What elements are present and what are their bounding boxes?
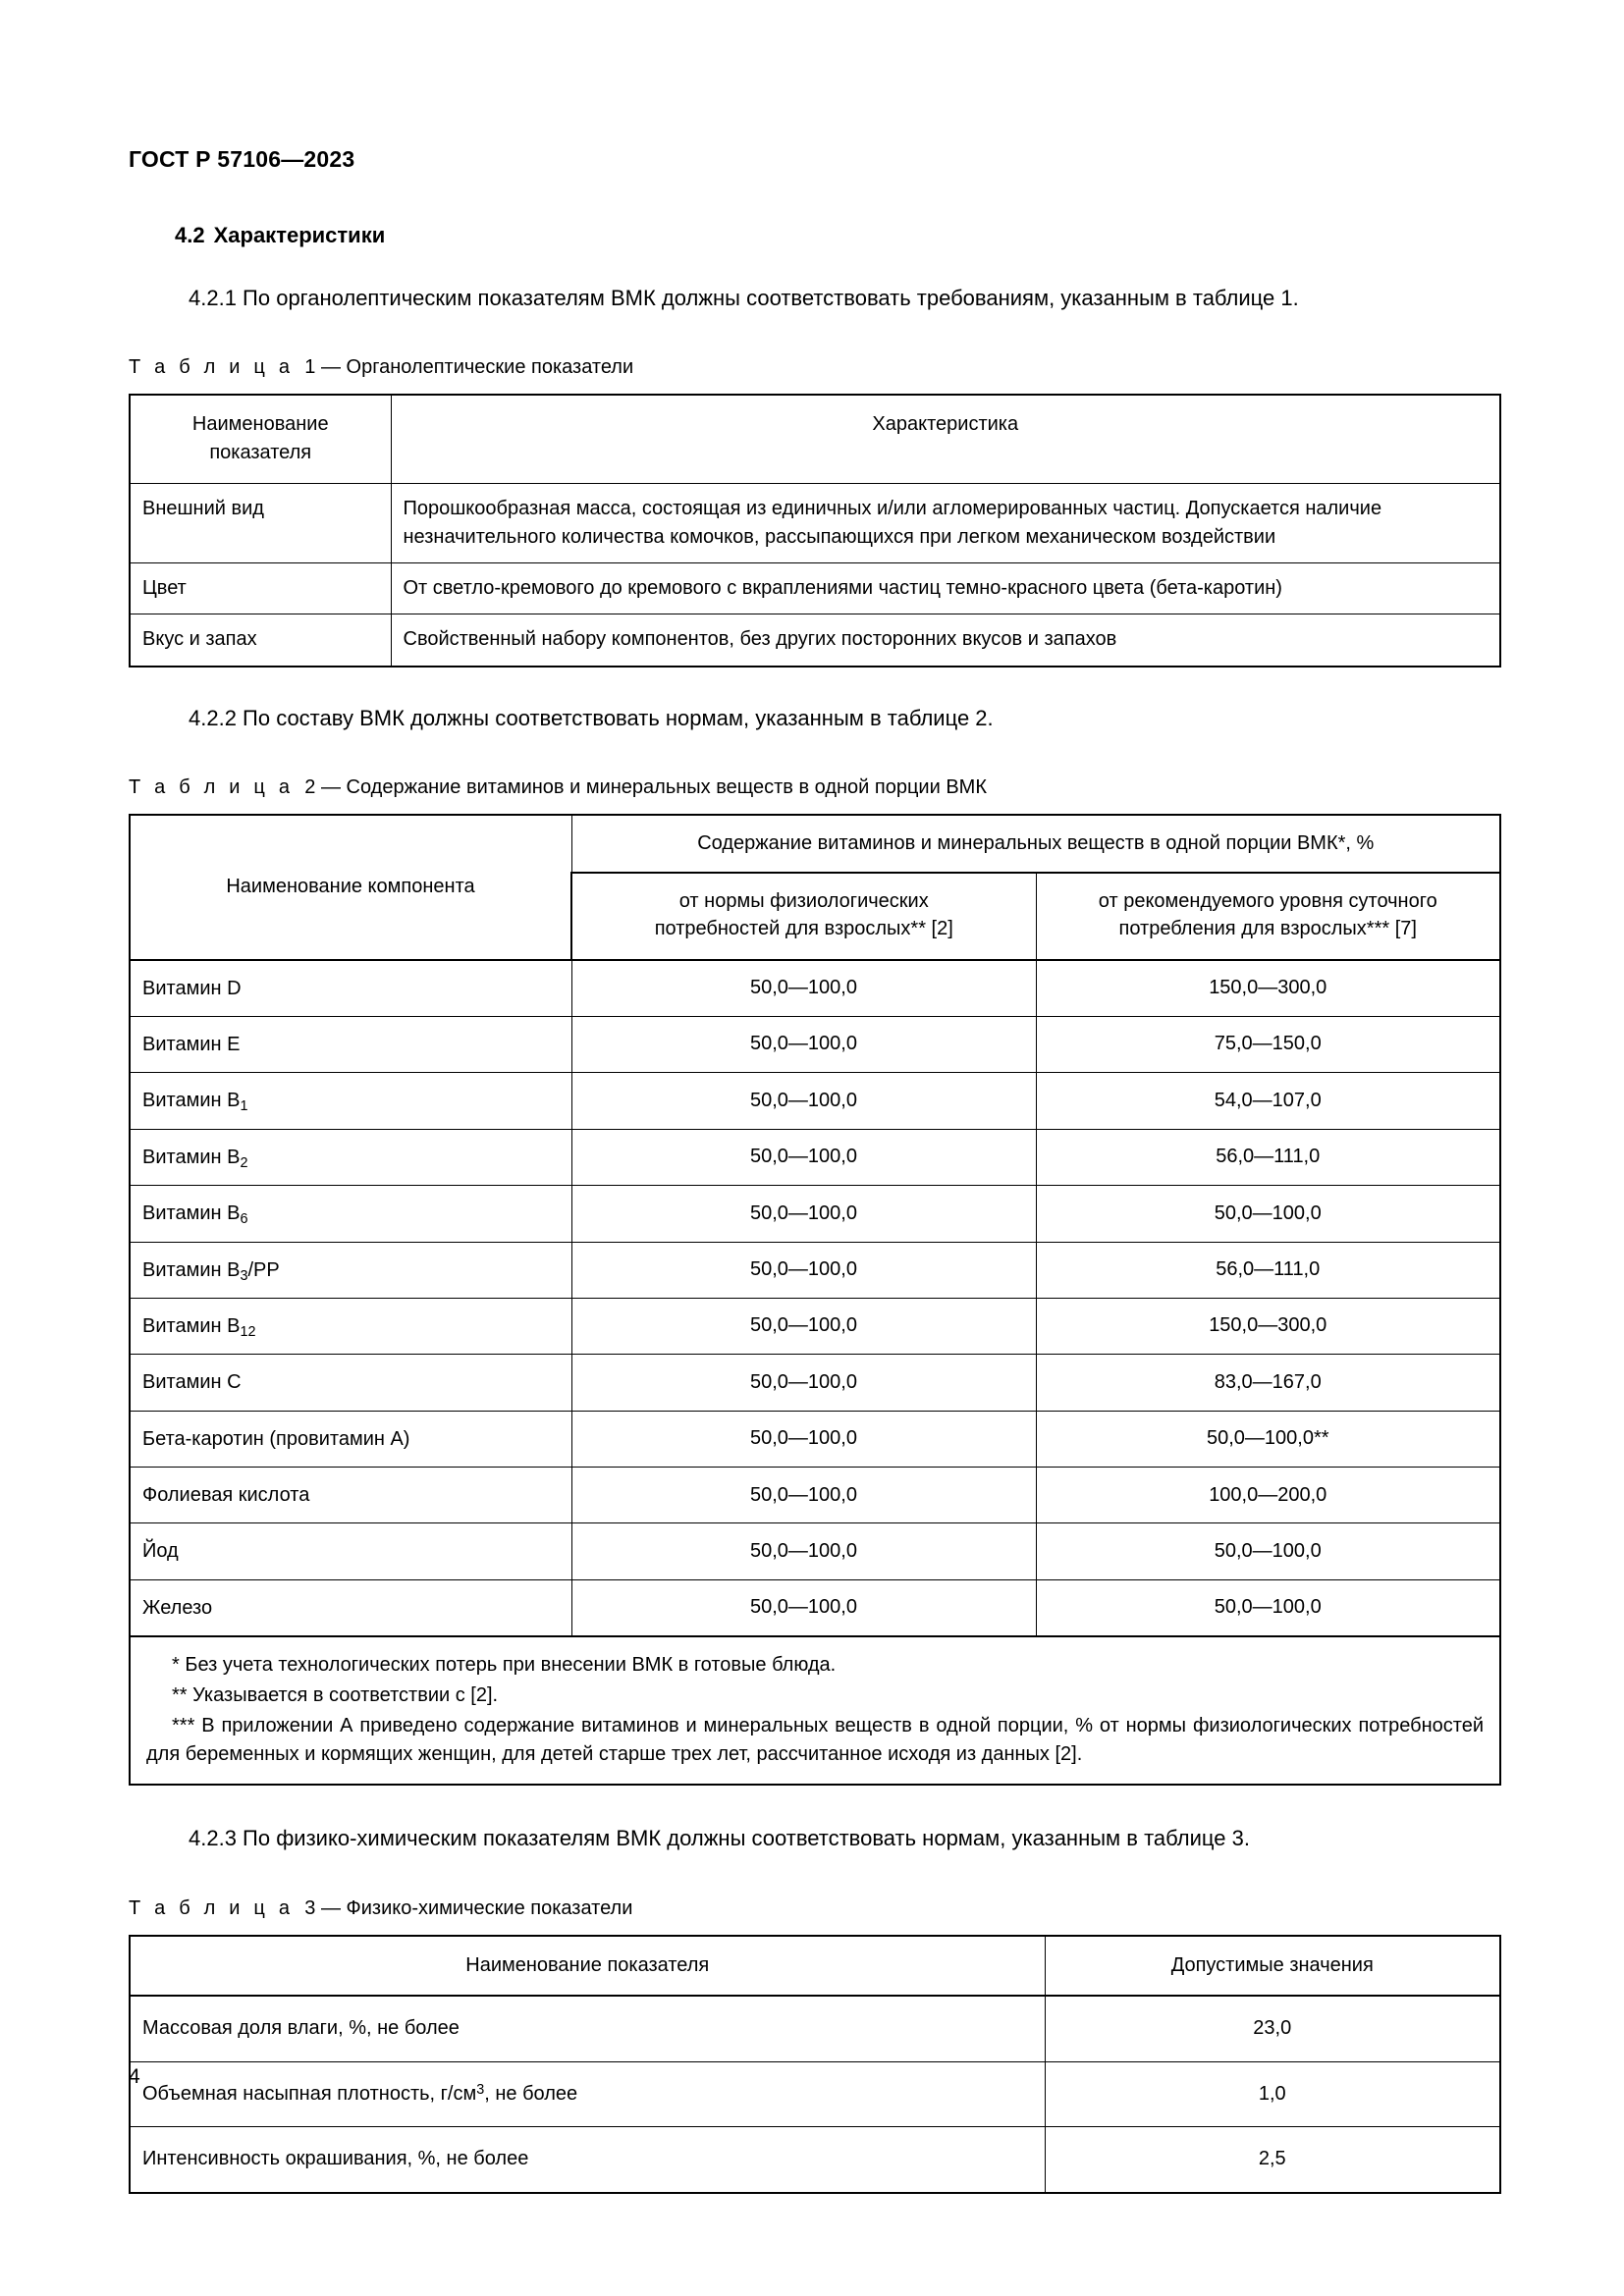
table-row [130,1468,1500,1523]
table-1-caption-label: Т а б л и ц а [129,356,295,379]
table-2-row-9-col3: 100,0—200,0 [1036,1468,1500,1523]
table-header-row [130,1936,1500,1996]
table-2-row-6-col2: 50,0—100,0 [571,1298,1036,1354]
table-row [130,1355,1500,1411]
table-2-row-2-name [130,1073,571,1129]
table-2-row-1-col3: 75,0—150,0 [1036,1016,1500,1072]
table-2-row-5-name [130,1242,571,1298]
paragraph-4-2-2: 4.2.2 По составу ВМК должны соответствовать нормам, указанным в таблице 2. [189,705,994,730]
table-2-header-col3-line1: от рекомендуемого уровня суточного [1098,889,1437,912]
table-2-header-component: Наименование компонента [130,815,571,959]
table-row [130,960,1500,1017]
indicator-name: Интенсивность окрашивания, %, не более [142,2148,529,2170]
table-row [130,1242,1500,1298]
table-3-header-name: Наименование показателя [130,1936,1045,1996]
table-2-header-span: Содержание витаминов и минеральных веществ в одной порции ВМК*, % [571,815,1500,872]
table-3-header-value: Допустимые значения [1045,1936,1500,1996]
table-row [130,1129,1500,1185]
table-2-header-col3 [1036,873,1500,960]
component-subscript: 2 [240,1154,248,1171]
table-3-row-1-value: 1,0 [1045,2061,1500,2126]
table-2-row-7-name [130,1355,571,1411]
table-3-caption-title: Физико-химические показатели [346,1897,633,1920]
table-2-row-6-col3: 150,0—300,0 [1036,1298,1500,1354]
table-2-row-6-name [130,1298,571,1354]
table-1-header-characteristic: Характеристика [391,395,1500,483]
table-2-row-10-col2: 50,0—100,0 [571,1523,1036,1579]
table-organoleptic-indicators [129,394,1501,667]
table-1-caption-title: Органолептические показатели [346,356,634,379]
table-2-row-8-name [130,1411,571,1467]
component-name: Йод [142,1540,179,1563]
table-row [130,1298,1500,1354]
table-2-row-0-col2: 50,0—100,0 [571,960,1036,1017]
indicator-name: Объемная насыпная плотность, г/см [142,2082,477,2105]
table-2-caption-title: Содержание витаминов и минеральных веществ в одной порции ВМК [346,776,987,799]
component-tail: /PP [247,1258,280,1281]
table-row [130,562,1500,614]
table-2-row-1-col2: 50,0—100,0 [571,1016,1036,1072]
indicator-name: Массовая доля влаги, %, не более [142,2017,460,2040]
table-2-caption: Т а б л и ц а 2 — Содержание витаминов и минеральных веществ в одной порции ВМК [129,776,987,799]
section-heading-4-2 [175,223,1499,248]
table-2-row-11-name [130,1579,571,1636]
component-name: Витамин B [142,1090,241,1112]
table-2-row-3-name [130,1129,571,1185]
section-title: Характеристики [213,223,386,248]
table-2-row-8-col2: 50,0—100,0 [571,1411,1036,1467]
table-1-row-2-name: Вкус и запах [130,614,391,667]
table-2-row-0-name [130,960,571,1017]
table-3-row-0-value: 23,0 [1045,1996,1500,2061]
component-subscript: 3 [240,1267,248,1284]
table-2-row-10-col3: 50,0—100,0 [1036,1523,1500,1579]
indicator-superscript: 3 [476,2081,485,2098]
component-name: Фолиевая кислота [142,1484,310,1507]
table-2-footnote-1: * Без учета технологических потерь при внесении ВМК в готовые блюда. [172,1654,837,1677]
table-1-header-name-line1: Наименование [191,413,329,436]
table-2-row-7-col3: 83,0—167,0 [1036,1355,1500,1411]
page-number: 4 [129,2065,140,2088]
indicator-name-post: , не более [484,2082,578,2105]
table-2-row-5-col3: 56,0—111,0 [1036,1242,1500,1298]
table-1-header-name [130,395,391,483]
paragraph-4-2-1: 4.2.1 По органолептическим показателям ВМК должны соответствовать требованиям, указанным в таблице 1. [189,285,1299,310]
table-physicochemical-indicators [129,1935,1501,2194]
table-vitamin-mineral-content [129,814,1501,1786]
section-number: 4.2 [175,223,205,248]
document-standard-header: ГОСТ Р 57106—2023 [129,146,355,172]
table-footnotes-row [130,1636,1500,1785]
paragraph-4-2-3: 4.2.3 По физико-химическим показателям ВМК должны соответствовать нормам, указанным в таблице 3. [189,1826,1250,1851]
table-2-row-4-col2: 50,0—100,0 [571,1186,1036,1242]
table-header-row-top [130,815,1500,872]
table-1-caption-number: 1 [304,356,316,379]
table-3-row-1-name [130,2061,1045,2126]
table-2-header-col2-line1: от нормы физиологических [678,889,929,912]
component-subscript: 1 [240,1098,248,1115]
table-2-row-1-name [130,1016,571,1072]
table-row [130,1523,1500,1579]
component-name: Витамин D [142,977,242,999]
table-2-row-8-col3: 50,0—100,0** [1036,1411,1500,1467]
table-1-header-name-line2: показателя [209,441,312,463]
component-name: Витамин E [142,1033,241,1055]
table-1-caption: Т а б л и ц а 1 — Органолептические показатели [129,356,634,379]
component-subscript: 12 [240,1323,256,1340]
table-2-row-9-name [130,1468,571,1523]
page-content [129,0,1499,2194]
table-3-row-2-value: 2,5 [1045,2127,1500,2193]
table-2-row-0-col3: 150,0—300,0 [1036,960,1500,1017]
table-3-caption-number: 3 [304,1897,316,1920]
table-row [130,1411,1500,1467]
table-row [130,1016,1500,1072]
table-row [130,1186,1500,1242]
table-2-footnote-2: ** Указывается в соответствии с [2]. [172,1684,499,1707]
component-name: Витамин C [142,1371,242,1394]
component-name: Бета-каротин (провитамин А) [142,1427,410,1450]
table-2-caption-label: Т а б л и ц а [129,776,295,799]
table-2-footnote-3: *** В приложении А приведено содержание витаминов и минеральных веществ в одной порции, % от нормы физиологических потребностей для беременных и кормящих женщин, для детей старше трех лет, рассчитанное исходя из данных [2]. [146,1714,1484,1765]
table-2-row-7-col2: 50,0—100,0 [571,1355,1036,1411]
table-2-row-2-col3: 54,0—107,0 [1036,1073,1500,1129]
table-2-row-5-col2: 50,0—100,0 [571,1242,1036,1298]
table-3-caption-label: Т а б л и ц а [129,1897,295,1920]
component-name: Витамин B [142,1202,241,1225]
table-2-footnotes [130,1636,1500,1785]
table-1-row-2-value: Свойственный набору компонентов, без других посторонних вкусов и запахов [391,614,1500,667]
component-name: Витамин B [142,1314,241,1337]
table-row [130,2061,1500,2126]
table-2-row-10-name [130,1523,571,1579]
component-subscript: 6 [240,1211,248,1228]
table-3-row-0-name [130,1996,1045,2061]
table-2-row-3-col2: 50,0—100,0 [571,1129,1036,1185]
table-2-header-col3-line2: потребления для взрослых*** [7] [1118,918,1417,940]
table-header-row [130,395,1500,483]
table-row [130,2127,1500,2193]
component-name: Железо [142,1596,213,1619]
table-2-row-2-col2: 50,0—100,0 [571,1073,1036,1129]
table-1-row-0-value: Порошкообразная масса, состоящая из единичных и/или агломерированных частиц. Допускается наличие незначительного количества комочков, рассыпающихся при легком механическом воздействии [391,484,1500,563]
table-row [130,484,1500,563]
table-2-header-col2 [571,873,1036,960]
table-row [130,1579,1500,1636]
table-2-row-3-col3: 56,0—111,0 [1036,1129,1500,1185]
table-row [130,614,1500,667]
table-2-caption-number: 2 [304,776,316,799]
table-3-row-2-name [130,2127,1045,2193]
table-row [130,1996,1500,2061]
table-2-row-9-col2: 50,0—100,0 [571,1468,1036,1523]
table-2-row-4-name [130,1186,571,1242]
table-2-header-col2-line2: потребностей для взрослых** [2] [654,918,953,940]
table-1-row-1-name: Цвет [130,562,391,614]
table-1-row-0-name: Внешний вид [130,484,391,563]
table-2-row-11-col3: 50,0—100,0 [1036,1579,1500,1636]
table-1-row-1-value: От светло-кремового до кремового с вкраплениями частиц темно-красного цвета (бета-каротин) [391,562,1500,614]
table-2-row-11-col2: 50,0—100,0 [571,1579,1036,1636]
component-name: Витамин B [142,1146,241,1168]
table-3-caption: Т а б л и ц а 3 — Физико-химические показатели [129,1897,633,1920]
table-2-row-4-col3: 50,0—100,0 [1036,1186,1500,1242]
component-name: Витамин B [142,1258,241,1281]
table-row [130,1073,1500,1129]
